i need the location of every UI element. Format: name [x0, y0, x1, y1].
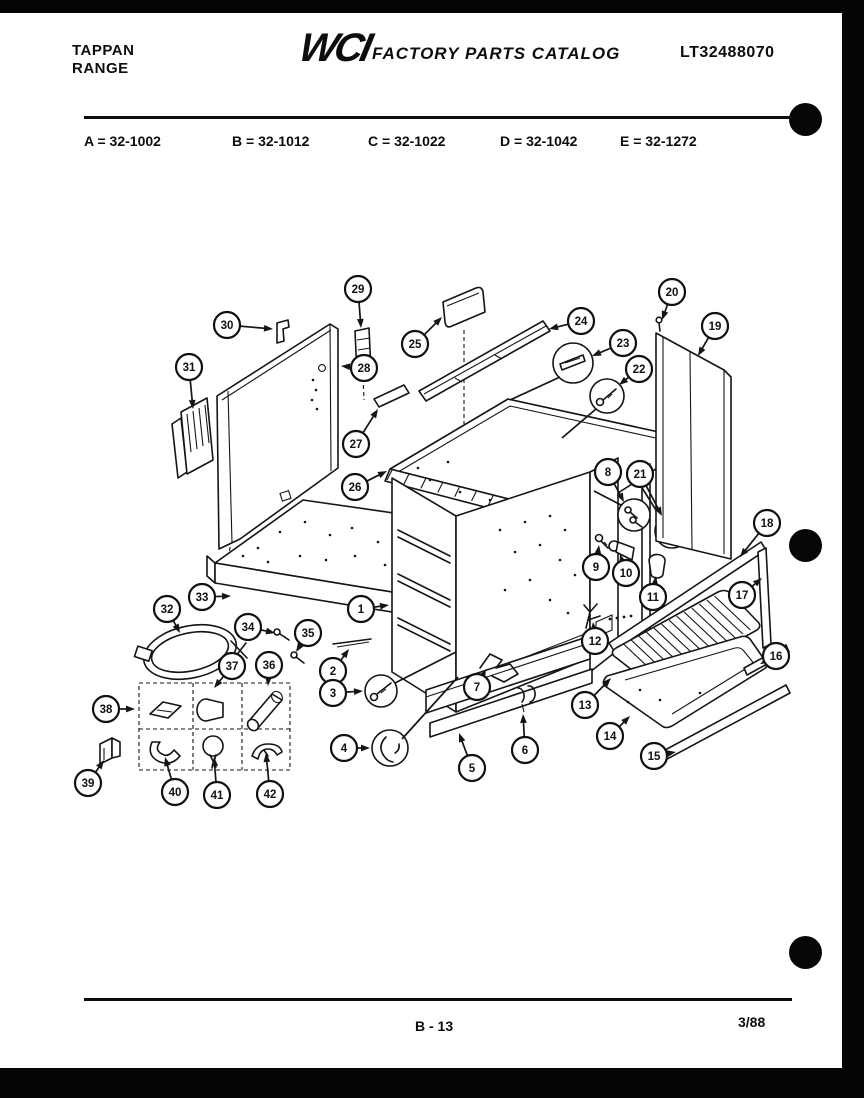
svg-text:3: 3: [329, 688, 337, 701]
catalog-title: FACTORY PARTS CATALOG: [372, 44, 621, 63]
wci-logo: WCI: [295, 26, 374, 70]
callout-42: [257, 753, 283, 807]
callout-29: [345, 276, 371, 328]
part-bracket-27: [374, 385, 409, 407]
callout-35: [295, 620, 321, 652]
part-screw-35: [291, 652, 304, 663]
callout-6: [512, 714, 538, 763]
part-tube-36: [245, 689, 284, 733]
detail-circle-23: [510, 343, 593, 400]
callout-27: [343, 409, 378, 457]
part-top-cover: [443, 288, 485, 425]
svg-text:33: 33: [195, 592, 209, 605]
callout-2: [320, 649, 349, 684]
svg-text:10: 10: [619, 568, 633, 581]
part-back-panel: [656, 333, 731, 559]
part-screw-34: [274, 629, 289, 640]
svg-text:41: 41: [210, 790, 224, 803]
svg-text:21: 21: [633, 469, 647, 482]
callout-25: [402, 317, 442, 357]
svg-text:6: 6: [521, 745, 529, 758]
svg-text:1: 1: [357, 604, 365, 617]
svg-text:37: 37: [225, 661, 239, 674]
callout-39: [75, 760, 104, 796]
callout-32: [154, 596, 180, 633]
svg-text:22: 22: [632, 364, 646, 377]
svg-text:38: 38: [99, 704, 113, 717]
svg-text:24: 24: [574, 316, 588, 329]
model-code: B = 32-1012: [232, 133, 310, 149]
callout-41: [204, 757, 230, 808]
svg-text:31: 31: [182, 362, 196, 375]
callout-33: [189, 584, 231, 610]
callout-23: [592, 330, 636, 356]
callout-28: [341, 355, 377, 381]
svg-text:15: 15: [647, 751, 661, 764]
svg-text:19: 19: [708, 321, 722, 334]
svg-text:25: 25: [408, 339, 422, 352]
callout-22: [619, 356, 652, 385]
part-top-rail: [419, 321, 550, 401]
part-screw-20: [656, 317, 662, 331]
svg-text:30: 30: [220, 320, 234, 333]
svg-text:36: 36: [262, 660, 276, 673]
svg-text:14: 14: [603, 731, 617, 744]
part-roller-11: [649, 554, 665, 578]
svg-text:20: 20: [665, 287, 679, 300]
callout-17: [729, 578, 762, 608]
model-code: D = 32-1042: [500, 133, 578, 149]
document-number: LT32488070: [680, 44, 775, 61]
svg-text:34: 34: [241, 622, 255, 635]
part-vent-bracket: [172, 398, 213, 478]
svg-text:7: 7: [473, 682, 481, 695]
brand-line2: RANGE: [72, 60, 129, 77]
callout-5: [459, 733, 485, 781]
callout-31: [176, 354, 202, 409]
part-bracket-39: [100, 738, 120, 764]
callout-3: [320, 680, 363, 706]
part-cap-37: [197, 699, 223, 721]
model-code: E = 32-1272: [620, 133, 697, 149]
brand-line1: TAPPAN: [72, 42, 135, 59]
svg-text:2: 2: [329, 666, 337, 679]
callout-26: [342, 471, 387, 500]
callout-4: [331, 735, 370, 761]
part-trim-17: [758, 548, 771, 648]
svg-text:8: 8: [604, 467, 612, 480]
svg-text:18: 18: [760, 518, 774, 531]
part-clip-30: [277, 320, 289, 343]
page-number: B - 13: [415, 1018, 454, 1034]
svg-text:5: 5: [468, 763, 476, 776]
svg-text:9: 9: [592, 562, 600, 575]
part-clip-38: [150, 702, 181, 718]
svg-text:32: 32: [160, 604, 174, 617]
callout-38: [93, 696, 135, 722]
svg-text:27: 27: [349, 439, 363, 452]
callout-20: [659, 279, 685, 320]
svg-text:17: 17: [735, 590, 749, 603]
svg-text:11: 11: [646, 592, 660, 605]
part-rod-2: [333, 639, 371, 647]
svg-text:4: 4: [340, 743, 348, 756]
svg-text:28: 28: [357, 363, 371, 376]
callout-24: [549, 308, 594, 334]
model-code: C = 32-1022: [368, 133, 446, 149]
svg-text:40: 40: [168, 787, 182, 800]
svg-text:12: 12: [588, 636, 602, 649]
svg-text:35: 35: [301, 628, 315, 641]
footer-rule: [84, 998, 792, 1001]
svg-text:13: 13: [578, 700, 592, 713]
callout-40: [162, 757, 188, 805]
svg-text:16: 16: [769, 651, 783, 664]
svg-text:23: 23: [616, 338, 630, 351]
svg-text:42: 42: [263, 789, 277, 802]
model-code: A = 32-1002: [84, 133, 161, 149]
callout-30: [214, 312, 273, 338]
revision-date: 3/88: [738, 1014, 766, 1030]
svg-text:29: 29: [351, 284, 365, 297]
callout-36: [256, 652, 282, 686]
callout-14: [597, 716, 630, 749]
svg-text:39: 39: [81, 778, 95, 791]
callout-19: [698, 313, 728, 356]
callout-34: [235, 614, 275, 640]
svg-text:26: 26: [348, 482, 362, 495]
